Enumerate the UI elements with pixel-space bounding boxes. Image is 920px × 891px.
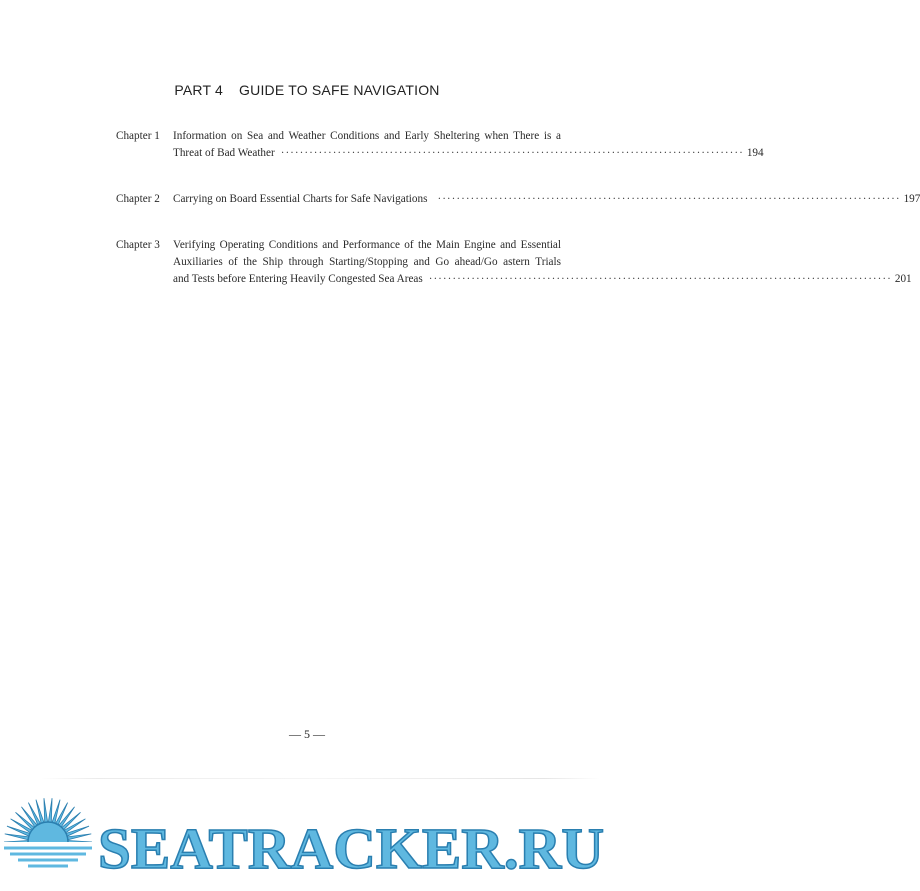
page-number: — 5 —: [289, 727, 325, 741]
part-number: PART 4: [174, 82, 224, 98]
sun-ray-icon: [44, 798, 48, 824]
scan-artifact-line: [40, 778, 600, 779]
chapter-title-line: Threat of Bad Weather: [173, 147, 275, 159]
part-title: GUIDE TO SAFE NAVIGATION: [239, 82, 440, 98]
chapter-title-line: and Tests before Entering Heavily Congested Sea Areas: [173, 273, 423, 285]
chapter-title-line-last: [173, 191, 920, 208]
chapter-title: [173, 237, 912, 288]
chapter-label: Chapter 3: [116, 239, 160, 251]
sun-ray-icon: [48, 798, 52, 824]
dot-leader: ··································································································: [437, 193, 901, 205]
chapter-label: Chapter 2: [116, 193, 160, 205]
chapter-label: Chapter 1: [116, 130, 160, 142]
page-ref: 197: [903, 193, 920, 205]
chapter-title-line-last: [173, 271, 912, 288]
page-ref: 194: [746, 147, 764, 159]
watermark-text: SEATRACKER.RU: [98, 816, 604, 881]
chapter-title-line-last: [173, 145, 764, 162]
chapter-title-line: Information on Sea and Weather Conditions and Early Sheltering when There is a: [173, 130, 561, 142]
chapter-title-line: Auxiliaries of the Ship through Starting/Stopping and Go ahead/Go astern Trials: [173, 256, 561, 268]
dot-leader: ··································································································: [428, 273, 892, 285]
watermark: [0, 796, 614, 891]
chapter-title: [173, 128, 764, 162]
dot-leader: ··································································································: [280, 147, 744, 159]
chapter-title-line: Verifying Operating Conditions and Performance of the Main Engine and Essential: [173, 239, 561, 251]
page-title: [0, 82, 614, 98]
page-ref: 201: [894, 273, 912, 285]
sun-burst-logo-icon: [0, 798, 100, 891]
chapter-title-line: Carrying on Board Essential Charts for Safe Navigations: [173, 193, 428, 205]
chapter-title: [173, 191, 920, 208]
